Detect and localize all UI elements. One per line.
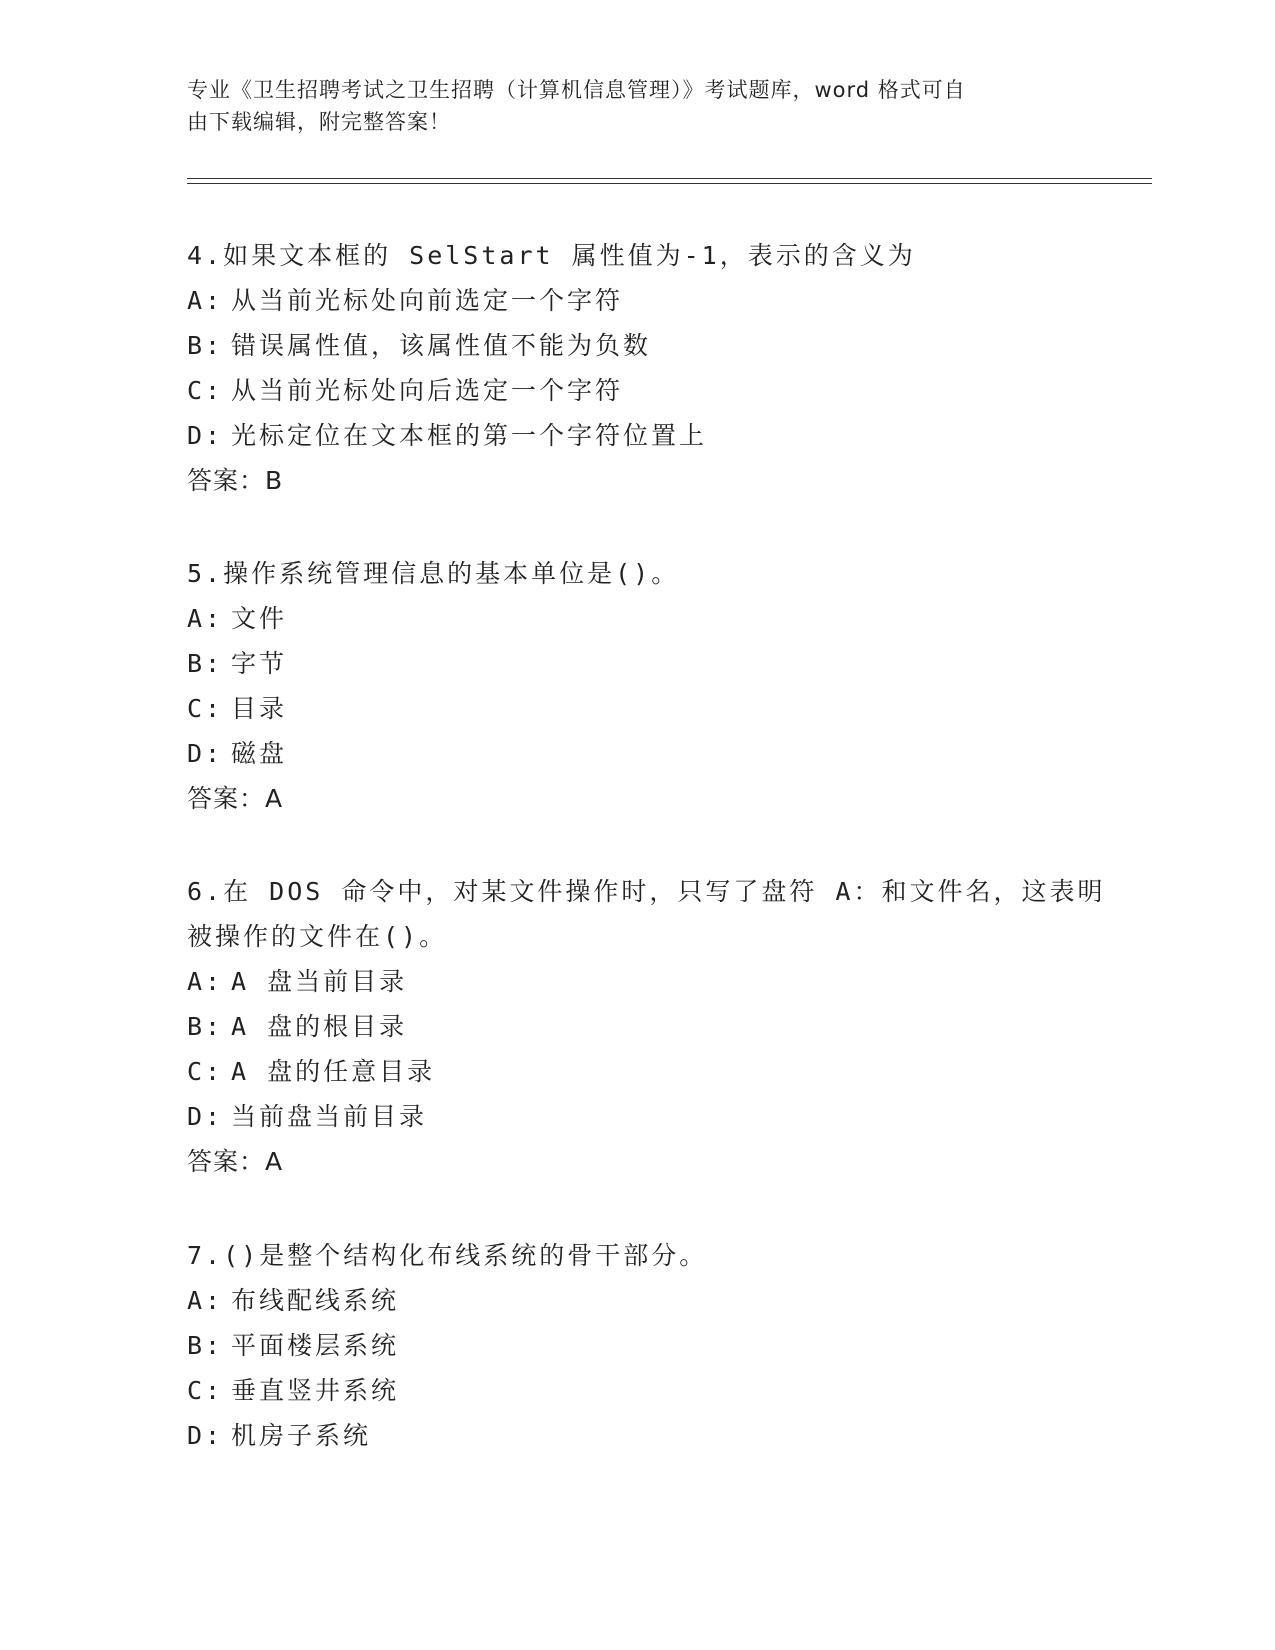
option-letter: A: (187, 1286, 224, 1315)
question-4 (187, 233, 1107, 503)
option-c (187, 1049, 1107, 1094)
option-letter: A: (187, 286, 224, 315)
option-a (187, 1278, 1107, 1323)
answer-line: 答案：A (187, 784, 284, 813)
option-letter: A: (187, 604, 224, 633)
option-a (187, 959, 1107, 1004)
option-d (187, 731, 1107, 776)
option-b (187, 641, 1107, 686)
option-text: 从当前光标处向前选定一个字符 (231, 286, 624, 315)
option-text: 机房子系统 (231, 1421, 372, 1450)
option-letter: B: (187, 649, 224, 678)
option-text: A 盘的任意目录 (231, 1057, 436, 1086)
option-letter: C: (187, 1376, 224, 1405)
option-letter: D: (187, 1102, 224, 1131)
header-divider-top (187, 178, 1152, 179)
option-text: A 盘当前目录 (231, 967, 408, 996)
option-c (187, 368, 1107, 413)
option-text: 平面楼层系统 (231, 1331, 400, 1360)
question-6 (187, 869, 1107, 1184)
option-letter: C: (187, 694, 224, 723)
option-d (187, 1413, 1107, 1458)
option-text: A 盘的根目录 (231, 1012, 408, 1041)
answer-line: 答案：B (187, 466, 284, 495)
option-text: 当前盘当前目录 (231, 1102, 428, 1131)
header-divider-bottom (187, 183, 1152, 184)
option-c (187, 1368, 1107, 1413)
option-letter: B: (187, 1012, 224, 1041)
option-letter: C: (187, 1057, 224, 1086)
option-b (187, 323, 1107, 368)
option-letter: D: (187, 1421, 224, 1450)
question-stem: 5.操作系统管理信息的基本单位是()。 (187, 559, 680, 588)
question-stem: 4.如果文本框的 SelStart 属性值为-1，表示的含义为 (187, 241, 916, 270)
option-text: 从当前光标处向后选定一个字符 (231, 376, 624, 405)
option-letter: B: (187, 331, 224, 360)
option-text: 光标定位在文本框的第一个字符位置上 (231, 421, 708, 450)
option-text: 字节 (231, 649, 288, 678)
option-text: 文件 (231, 604, 288, 633)
option-c (187, 686, 1107, 731)
option-d (187, 413, 1107, 458)
option-letter: D: (187, 421, 224, 450)
option-letter: A: (187, 967, 224, 996)
header-line-2: 由下载编辑，附完整答案！ (187, 110, 451, 134)
option-text: 布线配线系统 (231, 1286, 400, 1315)
header-line-1: 专业《卫生招聘考试之卫生招聘（计算机信息管理）》考试题库，word 格式可自 (187, 78, 966, 102)
question-stem: 7.()是整个结构化布线系统的骨干部分。 (187, 1241, 708, 1270)
option-text: 垂直竖井系统 (231, 1376, 400, 1405)
question-7 (187, 1233, 1107, 1458)
question-5 (187, 551, 1107, 821)
document-header (187, 74, 1067, 138)
option-letter: D: (187, 739, 224, 768)
option-a (187, 596, 1107, 641)
question-stem: 6.在 DOS 命令中，对某文件操作时，只写了盘符 A：和文件名，这表明被操作的文件在()。 (187, 877, 1106, 951)
option-b (187, 1323, 1107, 1368)
option-d (187, 1094, 1107, 1139)
option-letter: B: (187, 1331, 224, 1360)
answer-line: 答案：A (187, 1147, 284, 1176)
option-text: 目录 (231, 694, 288, 723)
option-b (187, 1004, 1107, 1049)
option-text: 错误属性值，该属性值不能为负数 (231, 331, 652, 360)
option-a (187, 278, 1107, 323)
option-text: 磁盘 (231, 739, 288, 768)
option-letter: C: (187, 376, 224, 405)
